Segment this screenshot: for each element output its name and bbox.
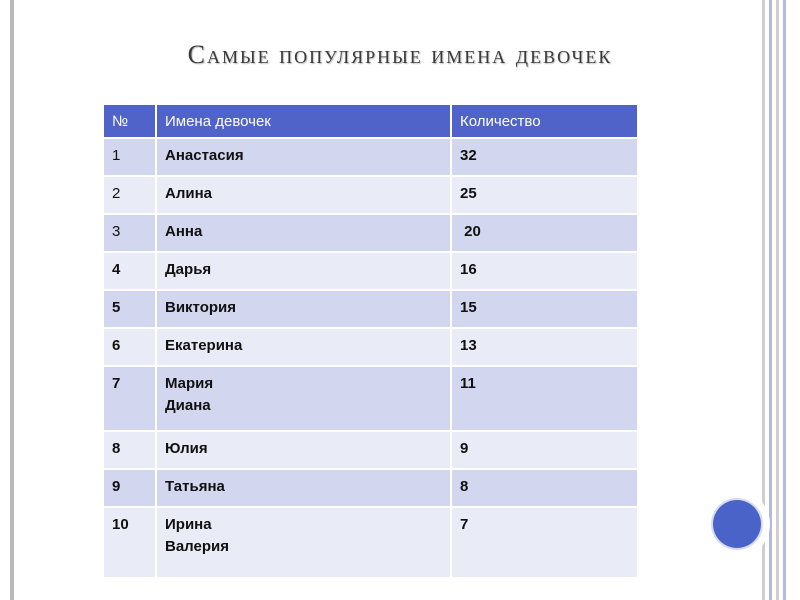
row-number: 9 <box>104 469 156 507</box>
row-number: 8 <box>104 431 156 469</box>
row-names <box>156 328 451 366</box>
girl-name: Анастасия <box>165 147 244 164</box>
row-number: 1 <box>104 138 156 176</box>
decorative-circle-icon <box>713 500 761 548</box>
girl-name: Ирина <box>165 516 212 533</box>
row-count: 13 <box>451 328 637 366</box>
row-count: 15 <box>451 290 637 328</box>
girl-name: Анна <box>165 223 203 240</box>
row-count: 16 <box>451 252 637 290</box>
row-names <box>156 252 451 290</box>
row-count: 20 <box>451 214 637 252</box>
header-names: Имена девочек <box>156 105 451 138</box>
row-names <box>156 366 451 431</box>
girl-name: Юлия <box>165 440 208 457</box>
slide-left-border <box>10 0 14 600</box>
table-row <box>104 214 637 252</box>
slide-title: Самые популярные имена девочек <box>187 40 613 69</box>
row-names <box>156 138 451 176</box>
table-row <box>104 469 637 507</box>
table-row <box>104 431 637 469</box>
row-count: 25 <box>451 176 637 214</box>
girl-name: Екатерина <box>165 337 243 354</box>
girl-name: Алина <box>165 185 212 202</box>
girl-name: Дарья <box>165 261 212 278</box>
row-names <box>156 290 451 328</box>
girl-name: Виктория <box>165 299 237 316</box>
table-row <box>104 138 637 176</box>
row-count: 7 <box>451 507 637 577</box>
row-number: 2 <box>104 176 156 214</box>
row-names <box>156 176 451 214</box>
table-header-row <box>104 105 637 138</box>
girl-name: Татьяна <box>165 478 225 495</box>
table-row <box>104 290 637 328</box>
row-count: 9 <box>451 431 637 469</box>
row-number: 4 <box>104 252 156 290</box>
row-number: 10 <box>104 507 156 577</box>
girl-name: Диана <box>165 397 211 414</box>
row-number: 6 <box>104 328 156 366</box>
names-table <box>104 105 637 577</box>
table-row <box>104 366 637 431</box>
row-number: 5 <box>104 290 156 328</box>
row-names <box>156 507 451 577</box>
row-names <box>156 214 451 252</box>
table-row <box>104 176 637 214</box>
table-row <box>104 252 637 290</box>
girl-name: Мария <box>165 375 214 392</box>
row-count: 32 <box>451 138 637 176</box>
header-number: № <box>104 105 156 138</box>
row-names <box>156 431 451 469</box>
row-count: 8 <box>451 469 637 507</box>
row-number: 3 <box>104 214 156 252</box>
row-count: 11 <box>451 366 637 431</box>
table-row <box>104 328 637 366</box>
row-number: 7 <box>104 366 156 431</box>
girl-name: Валерия <box>165 538 229 555</box>
table-row <box>104 507 637 577</box>
row-names <box>156 469 451 507</box>
header-count: Количество <box>451 105 637 138</box>
